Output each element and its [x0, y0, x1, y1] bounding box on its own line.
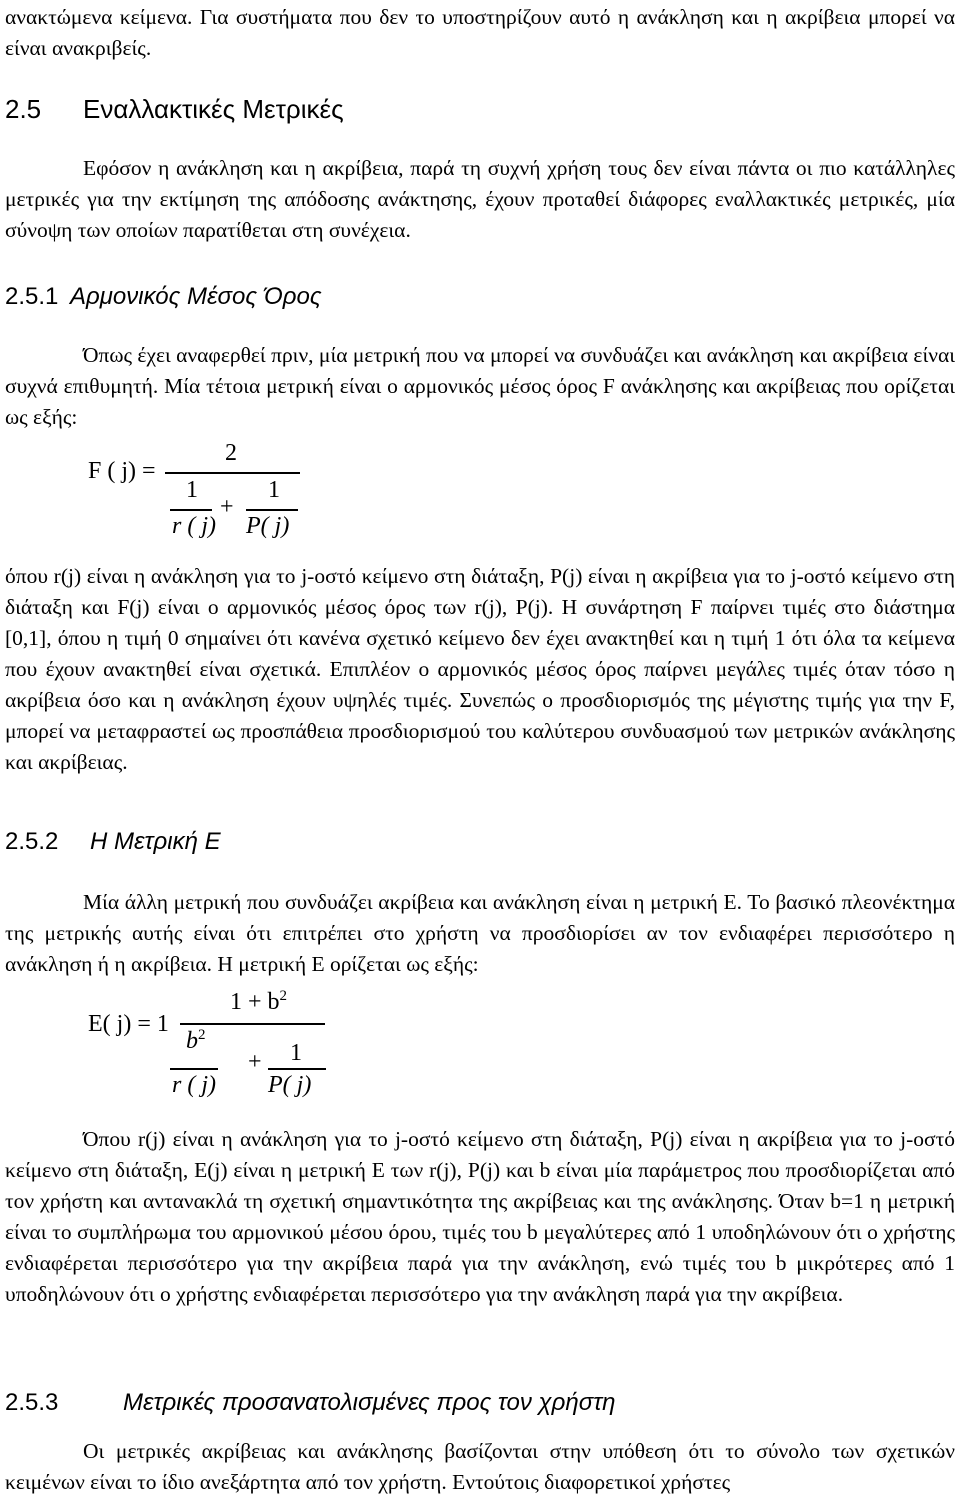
section-number: 2.5.2 [5, 828, 59, 855]
paragraph-harmonic-mean-explanation: όπου r(j) είναι η ανάκληση για το j-οστό κείμενο στη διάταξη, P(j) είναι η ακρίβεια για το j-οστό κείμενο στη διάταξη και F(j) είναι ο αρμονικός μέσος όρος των r(j), P(j). Η συνάρτηση F παίρνει τιμές στο διάστημα [0,1], όπου η τιμή 0 σημαίνει ότι κανένα σχετικό κείμενο δεν έχει ανακτηθεί και η τιμή 1 ότι όλα τα κείμενα που έχουν ανακτηθεί είναι σχετικά. Επιπλέον ο αρμονικός μέσος όρος παίρνει μεγάλες τιμές όταν τόσο η ακρίβεια όσο και η ανάκληση έχουν υψηλές τιμές. Συνεπώς ο προσδιορισμός της μέγιστης τιμής για την F, μπορεί να μεταφραστεί ως προσπάθεια προσδιορισμού του καλύτερου συνδυασμού των μετρικών ανάκλησης και ακρίβειας. [5, 564, 955, 774]
formula-numerator [230, 988, 287, 1016]
plus-sign: + [248, 1049, 262, 1075]
inner-numerator-1-exponent: 2 [198, 1027, 206, 1043]
paragraph-intro-metrics: Εφόσον η ανάκληση και η ακρίβεια, παρά τη συχνή χρήση τους δεν είναι πάντα οι πιο κατάλληλες μετρικές για την εκτίμηση της απόδοσης ανάκτησης, έχουν προταθεί διάφορες εναλλακτικές μετρικές, μία σύνοψη των οποίων παρατίθεται στη συνέχεια. [5, 156, 955, 242]
section-heading-2-5 [5, 94, 344, 125]
inner-numerator-2: 1 [290, 1040, 302, 1066]
inner-numerator-1 [186, 1027, 206, 1055]
inner-denominator-1: r ( j) [172, 513, 216, 539]
paragraph-user-oriented-metrics: Οι μετρικές ακρίβειας και ανάκλησης βασίζονται στην υπόθεση ότι το σύνολο των σχετικών κειμένων είναι το ίδιο ανεξάρτητα από τον χρήστη. Εντούτοις διαφορετικοί χρήστες [5, 1439, 955, 1494]
section-title: Μετρικές προσανατολισμένες προς τον χρήστη [123, 1389, 616, 1416]
inner-fraction-bar-2 [246, 509, 298, 511]
section-number: 2.5.1 [5, 283, 59, 310]
paragraph-harmonic-mean-intro: Όπως έχει αναφερθεί πριν, μία μετρική που να μπορεί να συνδυάζει και ανάκληση και ακρίβεια είναι συχνά επιθυμητή. Μία τέτοια μετρική είναι ο αρμονικός μέσος όρος F ανάκλησης και ακρίβειας που ορίζεται ως εξής: [5, 343, 956, 429]
numerator-text: 1 + b [230, 989, 280, 1015]
numerator-exponent: 2 [279, 988, 288, 1004]
section-number: 2.5.3 [5, 1389, 59, 1416]
inner-denominator-2: P( j) [246, 513, 290, 539]
inner-denominator-1: r ( j) [172, 1072, 216, 1098]
section-title: Η Μετρική Ε [90, 828, 221, 855]
formula-lhs: F ( j) = [88, 458, 156, 484]
section-heading-2-5-3 [5, 1389, 616, 1417]
section-title: Αρμονικός Μέσος Όρος [70, 283, 322, 310]
inner-numerator-2: 1 [268, 477, 280, 503]
paragraph-e-metric-intro: Μία άλλη μετρική που συνδυάζει ακρίβεια και ανάκληση είναι η μετρική Ε. Το βασικό πλεονέκτημα της μετρικής αυτής είναι ότι επιτρέπει στο χρήστη να προσδιορίσει αν τον ενδιαφέρει περισσότερο η ανάκληση ή η ακρίβεια. Η μετρική Ε ορίζεται ως εξής: [5, 890, 955, 976]
inner-fraction-bar-2 [268, 1068, 326, 1070]
inner-numerator-1-text: b [186, 1028, 198, 1054]
inner-denominator-2: P( j) [268, 1072, 312, 1098]
inner-fraction-bar-1 [170, 509, 212, 511]
formula-lhs: E( j) = 1 [88, 1011, 169, 1037]
fraction-bar [165, 472, 300, 474]
section-number: 2.5 [5, 94, 42, 124]
section-heading-2-5-2 [5, 828, 221, 856]
section-heading-2-5-1 [5, 283, 322, 311]
paragraph-e-metric-explanation: Όπου r(j) είναι η ανάκληση για το j-οστό κείμενο στη διάταξη, P(j) είναι η ακρίβεια για το j-οστό κείμενο στη διάταξη, E(j) είναι η μετρική Ε των r(j), P(j) και b είναι μία παράμετρος που προσδιορίζεται από τον χρήστη και αντανακλά τη σχετική σημαντικότητα της ακρίβειας και της ανάκλησης. Όταν b=1 η μετρική είναι το συμπλήρωμα του αρμονικού μέσου όρου, τιμές του b μεγαλύτερες από 1 υποδηλώνουν ότι ο χρήστης ενδιαφέρεται περισσότερο για την ακρίβεια παρά για την ανάκληση, ενώ τιμές του b μικρότερες από 1 υποδηλώνουν ότι ο χρήστης ενδιαφέρεται περισσότερο για την ανάκληση παρά για την ακρίβεια. [5, 1127, 955, 1306]
section-title: Εναλλακτικές Μετρικές [83, 94, 344, 124]
inner-numerator-1: 1 [186, 477, 198, 503]
fraction-bar [180, 1023, 325, 1025]
plus-sign: + [220, 494, 234, 520]
inner-fraction-bar-1 [170, 1068, 218, 1070]
paragraph-continuation: ανακτώμενα κείμενα. Για συστήματα που δεν το υποστηρίζουν αυτό η ανάκληση και η ακρίβεια μπορεί να είναι ανακριβείς. [5, 5, 955, 60]
formula-numerator: 2 [225, 440, 237, 466]
